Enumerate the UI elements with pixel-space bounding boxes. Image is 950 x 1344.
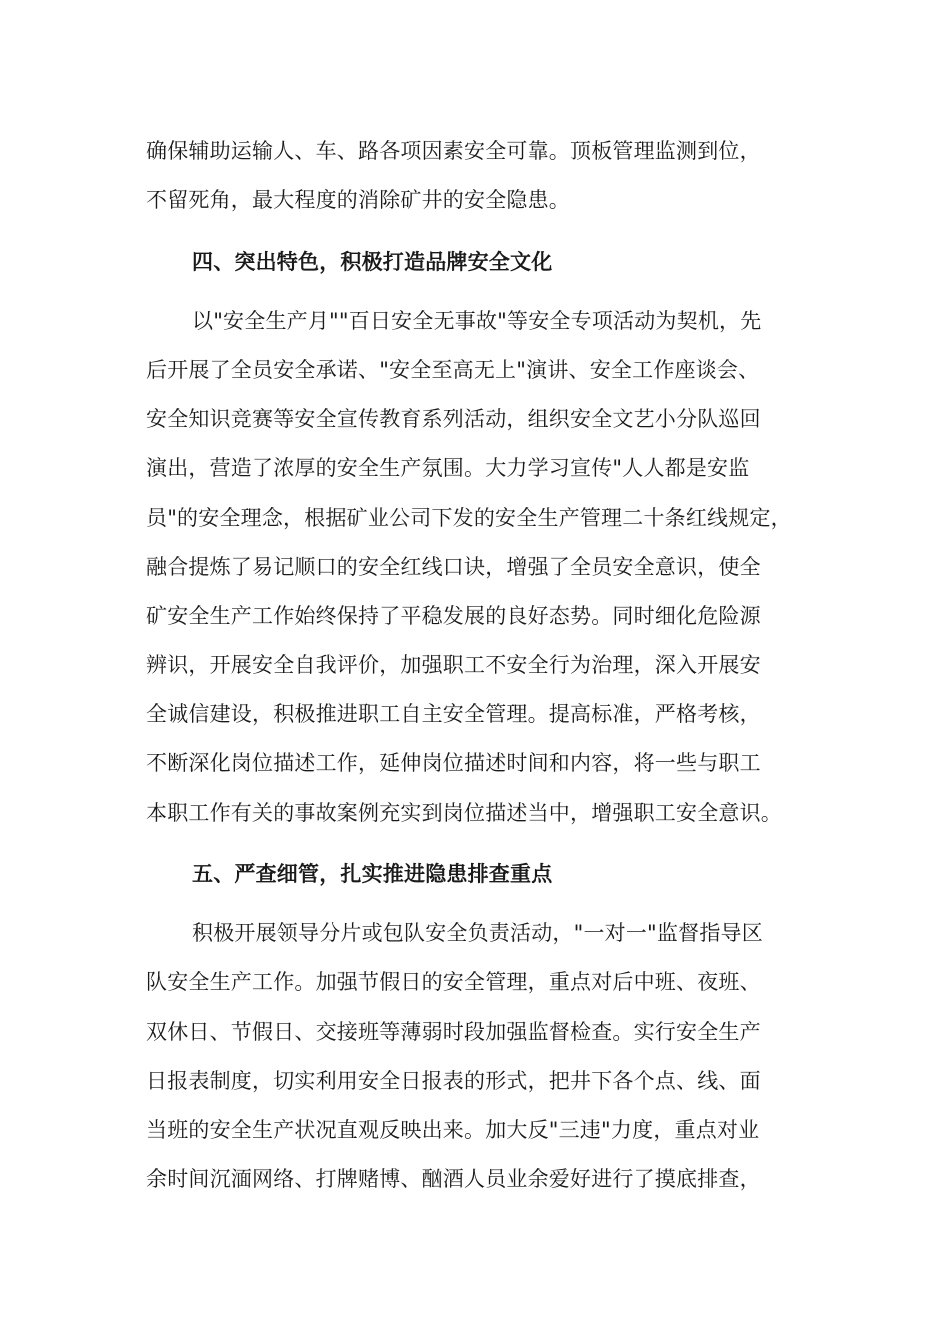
body-text-line: 演出，营造了浓厚的安全生产氛围。大力学习宣传"人人都是安监 xyxy=(146,456,750,480)
section-heading-5: 五、严查细管，扎实推进隐患排查重点 xyxy=(192,862,553,886)
body-text-line: 员"的安全理念，根据矿业公司下发的安全生产管理二十条红线规定， xyxy=(146,506,792,530)
body-text-line: 全诚信建设，积极推进职工自主安全管理。提高标准，严格考核， xyxy=(146,702,761,726)
body-text-line: 本职工作有关的事故案例充实到岗位描述当中，增强职工安全意识。 xyxy=(146,801,782,825)
body-text-line: 队安全生产工作。加强节假日的安全管理，重点对后中班、夜班、 xyxy=(146,970,761,994)
body-text-line: 积极开展领导分片或包队安全负责活动，"一对一"监督指导区 xyxy=(192,921,763,945)
body-text-line: 以"安全生产月""百日安全无事故"等安全专项活动为契机，先 xyxy=(192,309,762,333)
body-text-line: 融合提炼了易记顺口的安全红线口诀，增强了全员安全意识，使全 xyxy=(146,555,761,579)
body-text-line: 日报表制度，切实利用安全日报表的形式，把井下各个点、线、面 xyxy=(146,1069,761,1093)
body-text-line: 辨识，开展安全自我评价，加强职工不安全行为治理，深入开展安 xyxy=(146,653,761,677)
section-heading-4: 四、突出特色，积极打造品牌安全文化 xyxy=(192,250,553,274)
body-text-line: 矿安全生产工作始终保持了平稳发展的良好态势。同时细化危险源 xyxy=(146,604,761,628)
body-text-line: 不断深化岗位描述工作，延伸岗位描述时间和内容，将一些与职工 xyxy=(146,751,761,775)
body-text-line: 当班的安全生产状况直观反映出来。加大反"三违"力度，重点对业 xyxy=(146,1118,760,1142)
body-text-line: 确保辅助运输人、车、路各项因素安全可靠。顶板管理监测到位， xyxy=(146,139,761,163)
body-text-line: 不留死角，最大程度的消除矿井的安全隐患。 xyxy=(146,188,570,212)
body-text-line: 后开展了全员安全承诺、"安全至高无上"演讲、安全工作座谈会、 xyxy=(146,358,760,382)
body-text-line: 余时间沉湎网络、打牌赌博、酗酒人员业余爱好进行了摸底排查， xyxy=(146,1167,761,1191)
body-text-line: 安全知识竞赛等安全宣传教育系列活动，组织安全文艺小分队巡回 xyxy=(146,407,761,431)
body-text-line: 双休日、节假日、交接班等薄弱时段加强监督检查。实行安全生产 xyxy=(146,1020,761,1044)
